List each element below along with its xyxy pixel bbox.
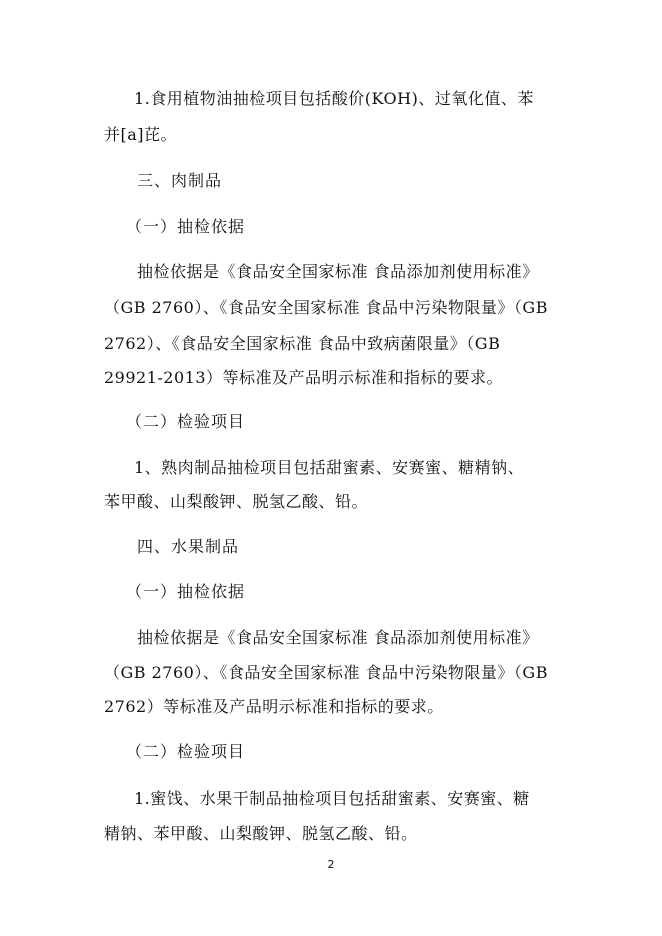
paragraph-line: 苯甲酸、山梨酸钾、脱氢乙酸、铅。 (104, 492, 369, 511)
subsection-heading: （二）检验项目 (126, 412, 246, 431)
paragraph-line: 2762）、《食品安全国家标准 食品中致病菌限量》（GB (104, 334, 501, 353)
paragraph-line: 精钠、苯甲酸、山梨酸钾、脱氢乙酸、铅。 (104, 824, 418, 843)
paragraph-line: 并[a]芘。 (104, 125, 178, 144)
section-heading: 三、肉制品 (137, 171, 223, 190)
paragraph-line: 抽检依据是《食品安全国家标准 食品添加剂使用标准》 (137, 628, 539, 647)
subsection-heading: （二）检验项目 (126, 742, 246, 761)
paragraph-line: 2762）等标准及产品明示标准和指标的要求。 (104, 697, 444, 716)
section-heading: 四、水果制品 (137, 537, 240, 556)
paragraph-line: 1、熟肉制品抽检项目包括甜蜜素、安赛蜜、糖精钠、 (134, 458, 525, 477)
paragraph-line: 抽检依据是《食品安全国家标准 食品添加剂使用标准》 (137, 262, 539, 281)
paragraph-line: （GB 2760）、《食品安全国家标准 食品中污染物限量》（GB (104, 298, 548, 317)
subsection-heading: （一）抽检依据 (126, 582, 246, 601)
paragraph-line: 29921-2013）等标准及产品明示标准和指标的要求。 (104, 368, 504, 387)
paragraph-line: 1.食用植物油抽检项目包括酸价(KOH)、过氧化值、苯 (134, 89, 534, 108)
paragraph-line: （GB 2760）、《食品安全国家标准 食品中污染物限量》（GB (104, 663, 548, 682)
paragraph-line: 1.蜜饯、水果干制品抽检项目包括甜蜜素、安赛蜜、糖 (134, 789, 530, 808)
page-number: 2 (327, 858, 335, 871)
subsection-heading: （一）抽检依据 (126, 217, 246, 236)
